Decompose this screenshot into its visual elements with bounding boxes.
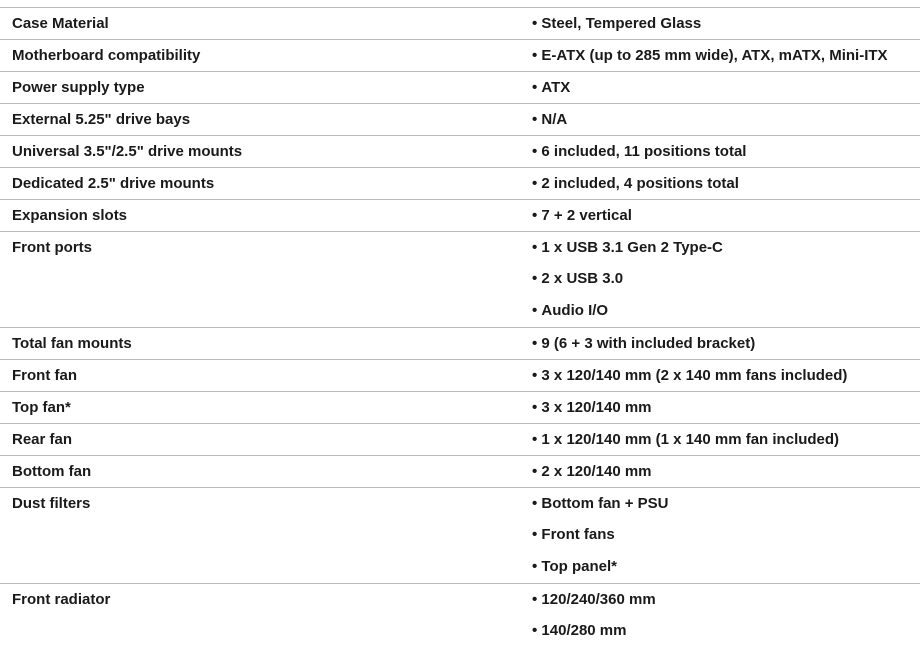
spec-label: Case Material — [12, 15, 109, 32]
spec-value: • 6 included, 11 positions total — [532, 136, 920, 167]
spec-values — [532, 168, 920, 199]
spec-value: • 140/280 mm — [532, 615, 920, 647]
spec-values — [532, 424, 920, 455]
spec-label: Expansion slots — [12, 207, 128, 224]
spec-values — [532, 72, 920, 103]
spec-value: • 120/240/360 mm — [532, 584, 920, 615]
spec-row-psu-type — [0, 72, 920, 104]
spec-table — [0, 7, 920, 647]
spec-value: • E-ATX (up to 285 mm wide), ATX, mATX, Mini-ITX — [532, 40, 920, 71]
spec-row-universal-mounts — [0, 136, 920, 168]
spec-values — [532, 232, 920, 327]
spec-value: • 1 x USB 3.1 Gen 2 Type-C — [532, 232, 920, 263]
spec-label: Dust filters — [12, 495, 91, 512]
spec-row-dust-filters — [0, 488, 920, 584]
spec-label: Front fan — [12, 367, 77, 384]
spec-value: • 7 + 2 vertical — [532, 200, 920, 231]
spec-label: External 5.25" drive bays — [12, 111, 191, 128]
spec-values — [532, 104, 920, 135]
spec-values — [532, 488, 920, 583]
spec-label: Top fan* — [12, 399, 71, 416]
spec-value: • 9 (6 + 3 with included bracket) — [532, 328, 920, 359]
spec-value: • 3 x 120/140 mm (2 x 140 mm fans included) — [532, 360, 920, 391]
spec-value: • Top panel* — [532, 551, 920, 583]
spec-label: Motherboard compatibility — [12, 47, 201, 64]
spec-values — [532, 40, 920, 71]
spec-label: Front ports — [12, 239, 92, 256]
spec-row-external-bays — [0, 104, 920, 136]
spec-row-motherboard — [0, 40, 920, 72]
spec-row-rear-fan — [0, 424, 920, 456]
spec-value: • Front fans — [532, 519, 920, 551]
spec-row-bottom-fan — [0, 456, 920, 488]
spec-values — [532, 360, 920, 391]
spec-row-front-radiator — [0, 584, 920, 647]
spec-value: • ATX — [532, 72, 920, 103]
spec-label: Dedicated 2.5" drive mounts — [12, 175, 215, 192]
spec-row-front-ports — [0, 232, 920, 328]
spec-values — [532, 584, 920, 647]
spec-value: • 2 x USB 3.0 — [532, 263, 920, 295]
spec-label: Front radiator — [12, 591, 111, 608]
spec-label: Bottom fan — [12, 463, 92, 480]
spec-value: • 3 x 120/140 mm — [532, 392, 920, 423]
spec-values — [532, 392, 920, 423]
spec-row-expansion-slots — [0, 200, 920, 232]
spec-value: • Bottom fan + PSU — [532, 488, 920, 519]
spec-label: Universal 3.5"/2.5" drive mounts — [12, 143, 243, 160]
spec-values — [532, 456, 920, 487]
spec-values — [532, 8, 920, 39]
spec-value: • 2 x 120/140 mm — [532, 456, 920, 487]
spec-value: • 1 x 120/140 mm (1 x 140 mm fan included) — [532, 424, 920, 455]
spec-label: Total fan mounts — [12, 335, 132, 352]
spec-value: • Steel, Tempered Glass — [532, 8, 920, 39]
spec-value: • 2 included, 4 positions total — [532, 168, 920, 199]
spec-row-front-fan — [0, 360, 920, 392]
spec-value: • Audio I/O — [532, 295, 920, 327]
spec-row-top-fan — [0, 392, 920, 424]
spec-values — [532, 136, 920, 167]
spec-value: • N/A — [532, 104, 920, 135]
spec-values — [532, 328, 920, 359]
spec-row-case-material — [0, 8, 920, 40]
spec-label: Power supply type — [12, 79, 145, 96]
spec-values — [532, 200, 920, 231]
spec-label: Rear fan — [12, 431, 73, 448]
spec-row-dedicated-mounts — [0, 168, 920, 200]
spec-row-total-fan-mounts — [0, 328, 920, 360]
